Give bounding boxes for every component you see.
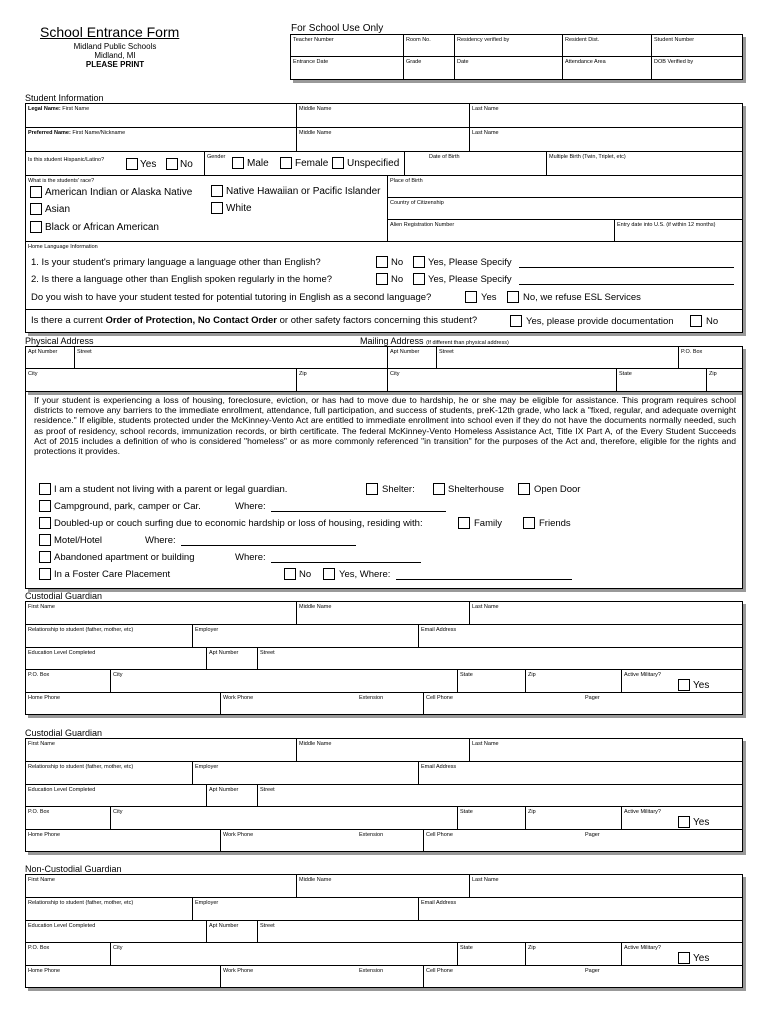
place-birth-field — [388, 176, 742, 198]
q2-yes-checkbox[interactable] — [413, 273, 425, 285]
opt-open-door-checkbox[interactable] — [518, 483, 530, 495]
guardian-pager-label: Pager — [585, 968, 600, 974]
foster-no-checkbox[interactable] — [284, 568, 296, 580]
guardian-education-label: Education Level Completed — [28, 650, 96, 656]
q2-specify-line[interactable] — [519, 284, 734, 285]
preferred-name-label: Preferred Name: — [28, 130, 71, 136]
guardian-pager-label: Pager — [585, 695, 600, 701]
guardian-street-label: Street — [260, 923, 275, 929]
gender-female-checkbox[interactable] — [280, 157, 292, 169]
race-white-checkbox[interactable] — [211, 202, 223, 214]
protection-yes-checkbox[interactable] — [510, 315, 522, 327]
grade-label: Grade — [406, 59, 422, 65]
date-label: Date — [457, 59, 469, 65]
guardian-middle-label: Middle Name — [299, 741, 332, 747]
race-asian-checkbox[interactable] — [30, 203, 42, 215]
school-use-row1 — [291, 35, 742, 57]
guardian-state-label: State — [460, 672, 473, 678]
gender-unspecified-label: Unspecified — [347, 158, 400, 169]
demographics-row — [26, 152, 742, 176]
protection-question: Is there a current Order of Protection, No Contact Order or other safety factors concerning this student? — [31, 315, 478, 326]
guardian-0-title: Custodial Guardian — [25, 591, 103, 601]
country-field — [388, 198, 742, 220]
guardian-last-label: Last Name — [472, 877, 499, 883]
entrance-date-label: Entrance Date — [293, 59, 329, 65]
language-q1: 1. Is your student's primary language a language other than English? — [31, 257, 321, 268]
race-black-checkbox[interactable] — [30, 221, 42, 233]
guardian-employer-label: Employer — [195, 764, 219, 770]
guardian-state-label: State — [460, 945, 473, 951]
address-table — [25, 346, 743, 392]
opt-abandoned-label: Abandoned apartment or building — [54, 552, 195, 563]
mailing-address-title: Mailing Address (If different than physical address) — [360, 336, 509, 346]
guardian-cell-label: Cell Phone — [426, 968, 453, 974]
opt-foster-checkbox[interactable] — [39, 568, 51, 580]
alien-label: Alien Registration Number — [390, 222, 455, 228]
opt-friends-checkbox[interactable] — [523, 517, 535, 529]
mail-apt-label: Apt Number — [390, 349, 420, 355]
guardian-employer-label: Employer — [195, 627, 219, 633]
form-title: School Entrance Form — [40, 24, 180, 40]
guardian-cell-label: Cell Phone — [426, 832, 453, 838]
guardian-work-phone-label: Work Phone — [223, 832, 254, 838]
q2-no-label: No — [391, 274, 404, 285]
gender-male-label: Male — [247, 158, 269, 169]
teacher-number-label: Teacher Number — [293, 37, 334, 43]
race-block — [26, 176, 388, 242]
place-birth-label: Place of Birth — [390, 178, 423, 184]
guardian-email-label: Email Address — [421, 764, 457, 770]
hispanic-no-checkbox[interactable] — [166, 158, 178, 170]
guardian-zip-label: Zip — [528, 809, 536, 815]
guardian-military-label: Active Military? — [624, 809, 661, 815]
mail-zip-label: Zip — [709, 371, 717, 377]
district-city: Midland, MI — [94, 51, 136, 60]
guardian-military-label: Active Military? — [624, 945, 661, 951]
foster-where-line[interactable] — [396, 579, 572, 580]
physical-address-title: Physical Address — [25, 336, 94, 346]
opt-unaccompanied-checkbox[interactable] — [39, 483, 51, 495]
abandoned-where-label: Where: — [235, 552, 266, 563]
guardian-apt-label: Apt Number — [209, 923, 239, 929]
multiple-birth-label: Multiple Birth (Twin, Triplet, etc) — [549, 154, 626, 160]
q3-yes-label: Yes — [481, 292, 497, 303]
guardian-work-phone-label: Work Phone — [223, 695, 254, 701]
guardian-relationship-label: Relationship to student (father, mother, etc) — [28, 900, 134, 906]
guardian-pobox-label: P.O. Box — [28, 809, 50, 815]
q1-no-checkbox[interactable] — [376, 256, 388, 268]
legal-name-row — [26, 104, 742, 128]
opt-motel-label: Motel/Hotel — [54, 535, 103, 546]
opt-doubled-up-label: Doubled-up or couch surfing due to economic hardship or loss of housing, residing with: — [54, 518, 423, 529]
preferred-name-row — [26, 128, 742, 152]
attendance-area-label: Attendance Area — [565, 59, 606, 65]
guardian-relationship-label: Relationship to student (father, mother, etc) — [28, 764, 134, 770]
guardian-pobox-label: P.O. Box — [28, 672, 50, 678]
guardian-middle-label: Middle Name — [299, 877, 332, 883]
residency-verified-label: Residency verified by — [457, 37, 510, 43]
hispanic-no-label: No — [180, 159, 193, 170]
phys-street-label: Street — [77, 349, 92, 355]
guardian-zip-label: Zip — [528, 672, 536, 678]
opt-shelterhouse-label: Shelterhouse — [448, 484, 504, 495]
country-label: Country of Citizenship — [390, 200, 444, 206]
guardian-1-table — [25, 738, 743, 852]
first-name-label: First Name — [62, 106, 90, 112]
resident-dist-label: Resident Dist. — [565, 37, 600, 43]
race-hawaiian-checkbox[interactable] — [211, 185, 223, 197]
foster-no-label: No — [299, 569, 312, 580]
school-use-row2 — [291, 57, 742, 79]
phys-apt-label: Apt Number — [28, 349, 58, 355]
language-q3: Do you wish to have your student tested for potential tutoring in English as a second language? — [31, 292, 432, 303]
student-info-title: Student Information — [25, 93, 104, 103]
legal-name-label: Legal Name: — [28, 106, 61, 112]
opt-abandoned-checkbox[interactable] — [39, 551, 51, 563]
guardian-city-label: City — [113, 809, 123, 815]
q2-yes-label: Yes, Please Specify — [428, 274, 512, 285]
dob-label: Date of Birth — [429, 154, 460, 160]
guardian-military-yes-label: Yes — [693, 817, 710, 828]
guardian-0-table — [25, 601, 743, 715]
opt-open-door-label: Open Door — [534, 484, 581, 495]
race-american-indian-label: American Indian or Alaska Native — [45, 187, 193, 198]
mckinney-box — [25, 391, 743, 589]
please-print: PLEASE PRINT — [85, 60, 145, 69]
guardian-middle-label: Middle Name — [299, 604, 332, 610]
opt-unaccompanied-label: I am a student not living with a parent or legal guardian. — [54, 484, 288, 495]
guardian-pobox-label: P.O. Box — [28, 945, 50, 951]
guardian-home-phone-label: Home Phone — [28, 832, 61, 838]
mailing-address-block — [388, 347, 742, 391]
student-info-table — [25, 103, 743, 333]
guardian-street-label: Street — [260, 787, 275, 793]
opt-shelter-checkbox[interactable] — [366, 483, 378, 495]
q3-refuse-label: No, we refuse ESL Services — [523, 292, 641, 303]
hispanic-yes-checkbox[interactable] — [126, 158, 138, 170]
campground-where-label: Where: — [235, 501, 266, 512]
guardian-employer-label: Employer — [195, 900, 219, 906]
opt-motel-checkbox[interactable] — [39, 534, 51, 546]
guardian-home-phone-label: Home Phone — [28, 695, 61, 701]
abandoned-where-line[interactable] — [271, 562, 421, 563]
race-asian-label: Asian — [45, 204, 71, 215]
preferred-last-label: Last Name — [472, 130, 499, 136]
guardian-first-label: First Name — [28, 741, 55, 747]
student-number-label: Student Number — [654, 37, 695, 43]
mail-pobox-label: P.O. Box — [681, 349, 703, 355]
opt-doubled-up-checkbox[interactable] — [39, 517, 51, 529]
district-name: Midland Public Schools — [73, 42, 157, 51]
opt-family-label: Family — [474, 518, 502, 529]
last-name-label: Last Name — [472, 106, 499, 112]
protection-row — [26, 310, 742, 332]
foster-yes-checkbox[interactable] — [323, 568, 335, 580]
guardian-last-label: Last Name — [472, 604, 499, 610]
mail-state-label: State — [619, 371, 632, 377]
guardian-home-phone-label: Home Phone — [28, 968, 61, 974]
mail-street-label: Street — [439, 349, 454, 355]
q3-refuse-checkbox[interactable] — [507, 291, 519, 303]
guardian-apt-label: Apt Number — [209, 787, 239, 793]
guardian-military-yes-label: Yes — [693, 680, 710, 691]
guardian-extension-label: Extension — [359, 968, 384, 974]
hispanic-label: Is this student Hispanic/Latino? — [28, 157, 105, 163]
middle-name-label: Middle Name — [299, 106, 332, 112]
room-no-label: Room No. — [406, 37, 431, 43]
q1-no-label: No — [391, 257, 404, 268]
opt-shelter-label: Shelter: — [382, 484, 415, 495]
mail-city-label: City — [390, 371, 400, 377]
guardian-street-label: Street — [260, 650, 275, 656]
guardian-city-label: City — [113, 945, 123, 951]
q1-specify-line[interactable] — [519, 267, 734, 268]
motel-where-line[interactable] — [181, 545, 356, 546]
entry-date-label: Entry date into U.S. (if within 12 months) — [617, 222, 716, 228]
guardian-city-label: City — [113, 672, 123, 678]
race-hawaiian-label: Native Hawaiian or Pacific Islander — [226, 186, 381, 197]
opt-foster-label: In a Foster Care Placement — [54, 569, 171, 580]
protection-yes-label: Yes, please provide documentation — [526, 316, 674, 327]
guardian-extension-label: Extension — [359, 832, 384, 838]
foster-yes-label: Yes, Where: — [339, 569, 391, 580]
protection-no-checkbox[interactable] — [690, 315, 702, 327]
gender-label: Gender — [207, 154, 226, 160]
race-american-indian-checkbox[interactable] — [30, 186, 42, 198]
guardian-military-yes-checkbox[interactable] — [678, 679, 690, 691]
motel-where-label: Where: — [145, 535, 176, 546]
dob-verified-label: DOB Verified by — [654, 59, 694, 65]
gender-unspecified-checkbox[interactable] — [332, 157, 344, 169]
guardian-first-label: First Name — [28, 604, 55, 610]
nickname-label: First Name/Nickname — [72, 130, 126, 136]
q1-yes-checkbox[interactable] — [413, 256, 425, 268]
race-black-label: Black or African American — [45, 222, 159, 233]
guardian-military-yes-checkbox[interactable] — [678, 952, 690, 964]
gender-female-label: Female — [295, 158, 329, 169]
opt-campground-checkbox[interactable] — [39, 500, 51, 512]
hispanic-yes-label: Yes — [140, 159, 157, 170]
opt-family-checkbox[interactable] — [458, 517, 470, 529]
guardian-relationship-label: Relationship to student (father, mother, etc) — [28, 627, 134, 633]
race-question: What is the students' race? — [28, 178, 95, 184]
guardian-work-phone-label: Work Phone — [223, 968, 254, 974]
school-use-table — [290, 34, 743, 80]
guardian-zip-label: Zip — [528, 945, 536, 951]
q2-no-checkbox[interactable] — [376, 273, 388, 285]
opt-shelterhouse-checkbox[interactable] — [433, 483, 445, 495]
guardian-military-yes-checkbox[interactable] — [678, 816, 690, 828]
guardian-1-title: Custodial Guardian — [25, 728, 103, 738]
guardian-pager-label: Pager — [585, 832, 600, 838]
guardian-apt-label: Apt Number — [209, 650, 239, 656]
preferred-middle-label: Middle Name — [299, 130, 332, 136]
physical-address-block — [26, 347, 388, 391]
phys-city-label: City — [28, 371, 38, 377]
guardian-last-label: Last Name — [472, 741, 499, 747]
phys-zip-label: Zip — [299, 371, 307, 377]
school-use-title: For School Use Only — [291, 23, 384, 34]
guardian-cell-label: Cell Phone — [426, 695, 453, 701]
race-white-label: White — [226, 203, 252, 214]
alien-field — [388, 220, 742, 242]
guardian-email-label: Email Address — [421, 627, 457, 633]
guardian-military-yes-label: Yes — [693, 953, 710, 964]
language-block — [26, 242, 742, 310]
guardian-education-label: Education Level Completed — [28, 787, 96, 793]
opt-campground-label: Campground, park, camper or Car. — [54, 501, 201, 512]
campground-where-line[interactable] — [271, 511, 446, 512]
guardian-first-label: First Name — [28, 877, 55, 883]
opt-friends-label: Friends — [539, 518, 571, 529]
guardian-email-label: Email Address — [421, 900, 457, 906]
q3-yes-checkbox[interactable] — [465, 291, 477, 303]
q1-yes-label: Yes, Please Specify — [428, 257, 512, 268]
guardian-2-table — [25, 874, 743, 988]
guardian-extension-label: Extension — [359, 695, 384, 701]
guardian-education-label: Education Level Completed — [28, 923, 96, 929]
gender-male-checkbox[interactable] — [232, 157, 244, 169]
language-q2: 2. Is there a language other than English spoken regularly in the home? — [31, 274, 333, 285]
guardian-state-label: State — [460, 809, 473, 815]
language-label: Home Language Information — [28, 244, 98, 250]
guardian-2-title: Non-Custodial Guardian — [25, 864, 122, 874]
guardian-military-label: Active Military? — [624, 672, 661, 678]
protection-no-label: No — [706, 316, 719, 327]
mckinney-paragraph: If your student is experiencing a loss of housing, foreclosure, eviction, or has had to move due to hardship, he or she may be eligible for assistance. This program requires school districts to remove any barriers to the immediate enrollment, attendance, full participation, and success of students, preK-12th grade, who lack a "fixed, regular, and adequate overnight residence." If eligible, students protected under the McKinney-Vento Act are entitled to immediate enrollment into school even if they do not have the documents normally needed, such as proof of residency, school records, immunization records, or birth certificate. The federal McKinney-Vento Homeless Assistance Act, Title IX Part A, of the Every Student Succeeds Act of 2015 includes a definition of who is considered "homeless" or as more commonly referenced "in transition" for the purposes of the Act and, therefore, eligible for the rights and protections it provides. — [34, 395, 736, 457]
